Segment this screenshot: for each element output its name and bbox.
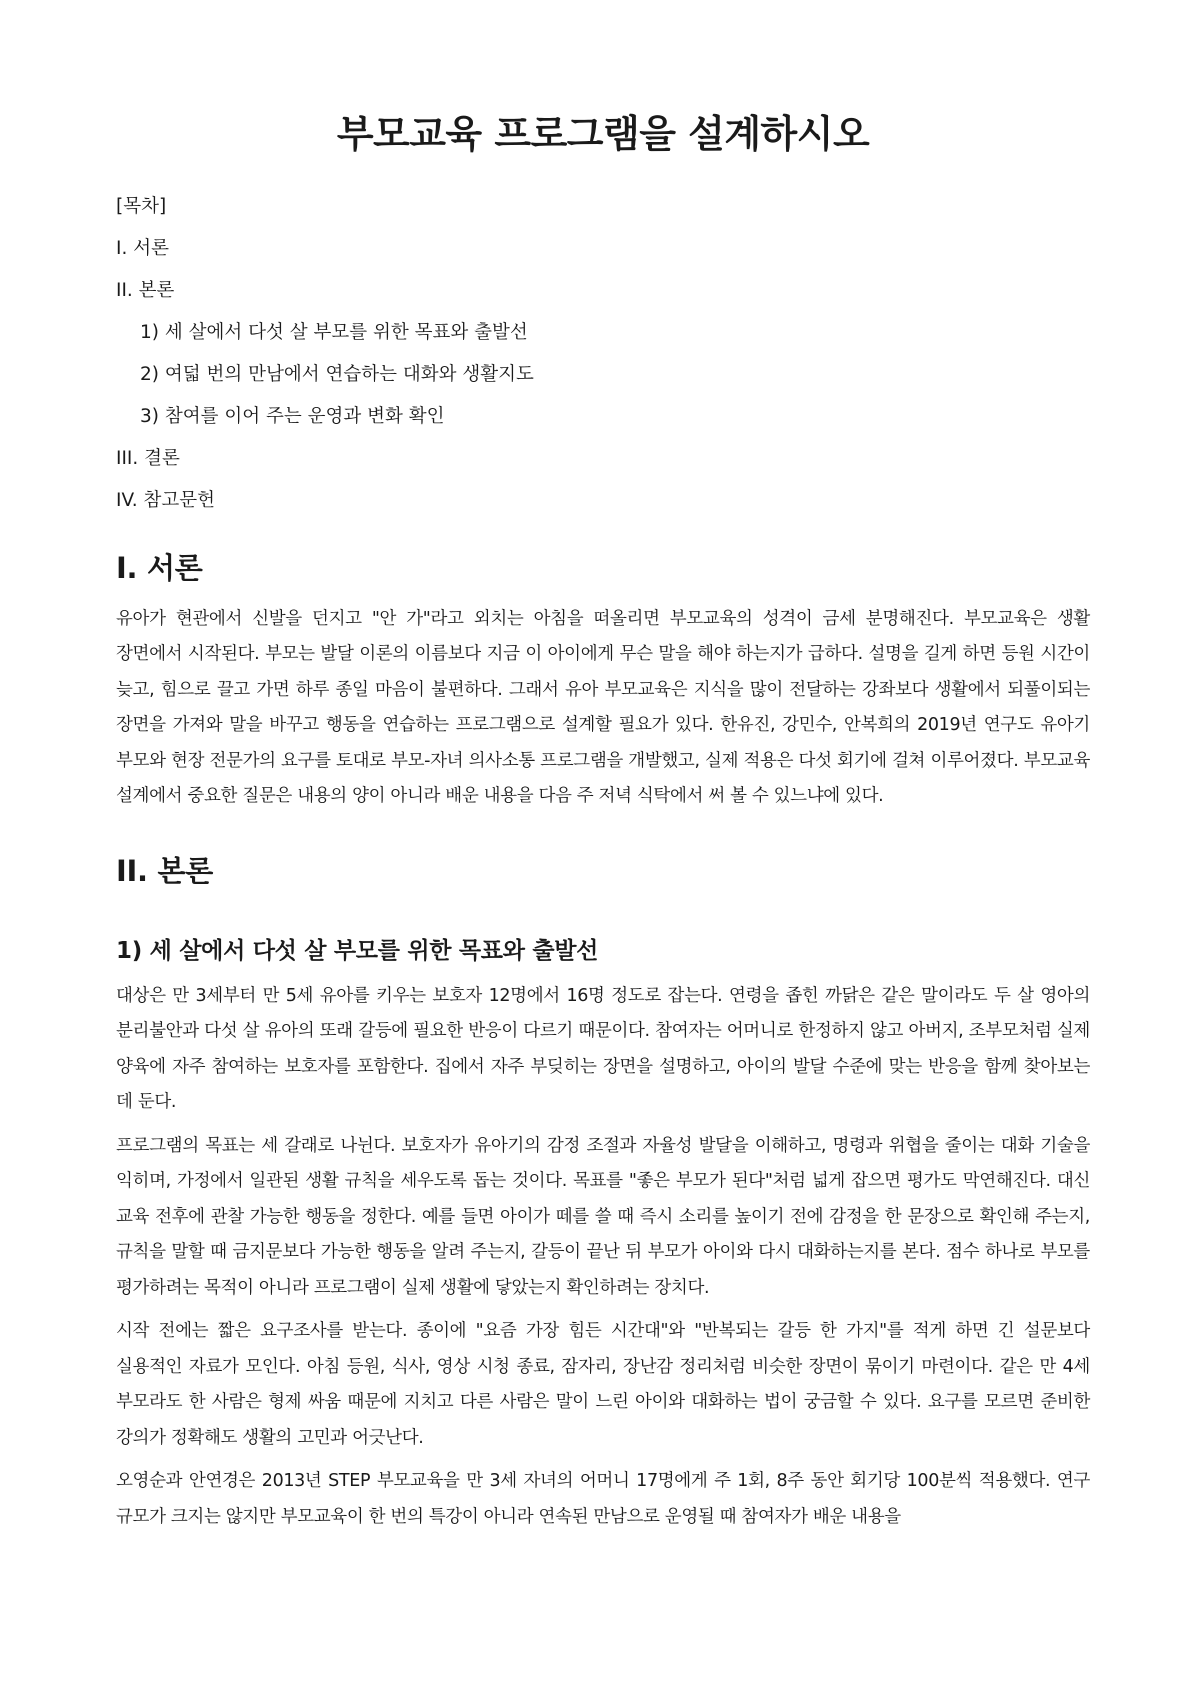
table-of-contents xyxy=(116,186,1090,522)
document-title: 부모교육 프로그램을 설계하시오 xyxy=(336,112,870,156)
subsection-heading-1: 1) 세 살에서 다섯 살 부모를 위한 목표와 출발선 xyxy=(116,937,599,964)
intro-paragraph: 유아가 현관에서 신발을 던지고 "안 가"라고 외치는 아침을 떠올리면 부모교육의 성격이 금세 분명해진다. 부모교육은 생활 장면에서 시작된다. 부모는 발달 이론의 이름보다 지금 이 아이에게 무슨 말을 해야 하는지가 급하다. 설명을 길게 하면 등원 시간이 늦고, 힘으로 끌고 가면 하루 종일 마음이 불편하다. 그래서 유아 부모교육은 지식을 많이 전달하는 강좌보다 생활에서 되풀이되는 장면을 가져와 말을 바꾸고 행동을 연습하는 프로그램으로 설계할 필요가 있다. 한유진, 강민수, 안복희의 2019년 연구도 유아기 부모와 현장 전문가의 요구를 토대로 부모-자녀 의사소통 프로그램을 개발했고, 실제 적용은 다섯 회기에 걸쳐 이루어졌다. 부모교육 설계에서 중요한 질문은 내용의 양이 아니라 배운 내용을 다음 주 저녁 식탁에서 써 볼 수 있느냐에 있다. xyxy=(116,608,1090,807)
toc-subitem-2: 2) 여덟 번의 만남에서 연습하는 대화와 생활지도 xyxy=(140,363,534,385)
toc-item-references: IV. 참고문헌 xyxy=(116,489,215,511)
section-spacer xyxy=(116,905,1090,925)
toc-item-conclusion: III. 결론 xyxy=(116,447,180,469)
toc-item-intro: I. 서론 xyxy=(116,237,169,259)
body-paragraph: 대상은 만 3세부터 만 5세 유아를 키우는 보호자 12명에서 16명 정도로 잡는다. 연령을 좁힌 까닭은 같은 말이라도 두 살 영아의 분리불안과 다섯 살 유아의 또래 갈등에 필요한 반응이 다르기 때문이다. 참여자는 어머니로 한정하지 않고 아버지, 조부모처럼 실제 양육에 자주 참여하는 보호자를 포함한다. 집에서 자주 부딪히는 장면을 설명하고, 아이의 발달 수준에 맞는 반응을 함께 찾아보는 데 둔다. xyxy=(116,985,1090,1113)
toc-heading: [목차] xyxy=(116,195,167,217)
toc-subitem-3: 3) 참여를 이어 주는 운영과 변화 확인 xyxy=(140,405,445,427)
section-heading-intro: I. 서론 xyxy=(116,550,203,585)
body-paragraph: 시작 전에는 짧은 요구조사를 받는다. 종이에 "요즘 가장 힘든 시간대"와 "반복되는 갈등 한 가지"를 적게 하면 긴 설문보다 실용적인 자료가 모인다. 아침 등원, 식사, 영상 시청 종료, 잠자리, 장난감 정리처럼 비슷한 장면이 묶이기 마련이다. 같은 만 4세 부모라도 한 사람은 형제 싸움 때문에 지치고 다른 사람은 말이 느린 아이와 대화하는 법이 궁금할 수 있다. 요구를 모르면 준비한 강의가 정확해도 생활의 고민과 어긋난다. xyxy=(116,1321,1090,1448)
body-paragraph: 오영순과 안연경은 2013년 STEP 부모교육을 만 3세 자녀의 어머니 17명에게 주 1회, 8주 동안 회기당 100분씩 적용했다. 연구 규모가 크지는 않지만 부모교육이 한 번의 특강이 아니라 연속된 만남으로 운영될 때 참여자가 배운 내용을 xyxy=(116,1471,1090,1527)
section-spacer xyxy=(116,823,1090,843)
body-paragraph: 프로그램의 목표는 세 갈래로 나뉜다. 보호자가 유아기의 감정 조절과 자율성 발달을 이해하고, 명령과 위협을 줄이는 대화 기술을 익히며, 가정에서 일관된 생활 규칙을 세우도록 돕는 것이다. 목표를 "좋은 부모가 된다"처럼 넓게 잡으면 평가도 막연해진다. 대신 교육 전후에 관찰 가능한 행동을 정한다. 예를 들면 아이가 떼를 쓸 때 즉시 소리를 높이기 전에 감정을 한 문장으로 확인해 주는지, 규칙을 말할 때 금지문보다 가능한 행동을 알려 주는지, 갈등이 끝난 뒤 부모가 아이와 다시 대화하는지를 본다. 점수 하나로 부모를 평가하려는 목적이 아니라 프로그램이 실제 생활에 닿았는지 확인하려는 장치다. xyxy=(116,1135,1090,1298)
toc-subitem-1: 1) 세 살에서 다섯 살 부모를 위한 목표와 출발선 xyxy=(140,321,528,343)
toc-item-body: II. 본론 xyxy=(116,279,175,301)
section-heading-body: II. 본론 xyxy=(116,853,213,888)
